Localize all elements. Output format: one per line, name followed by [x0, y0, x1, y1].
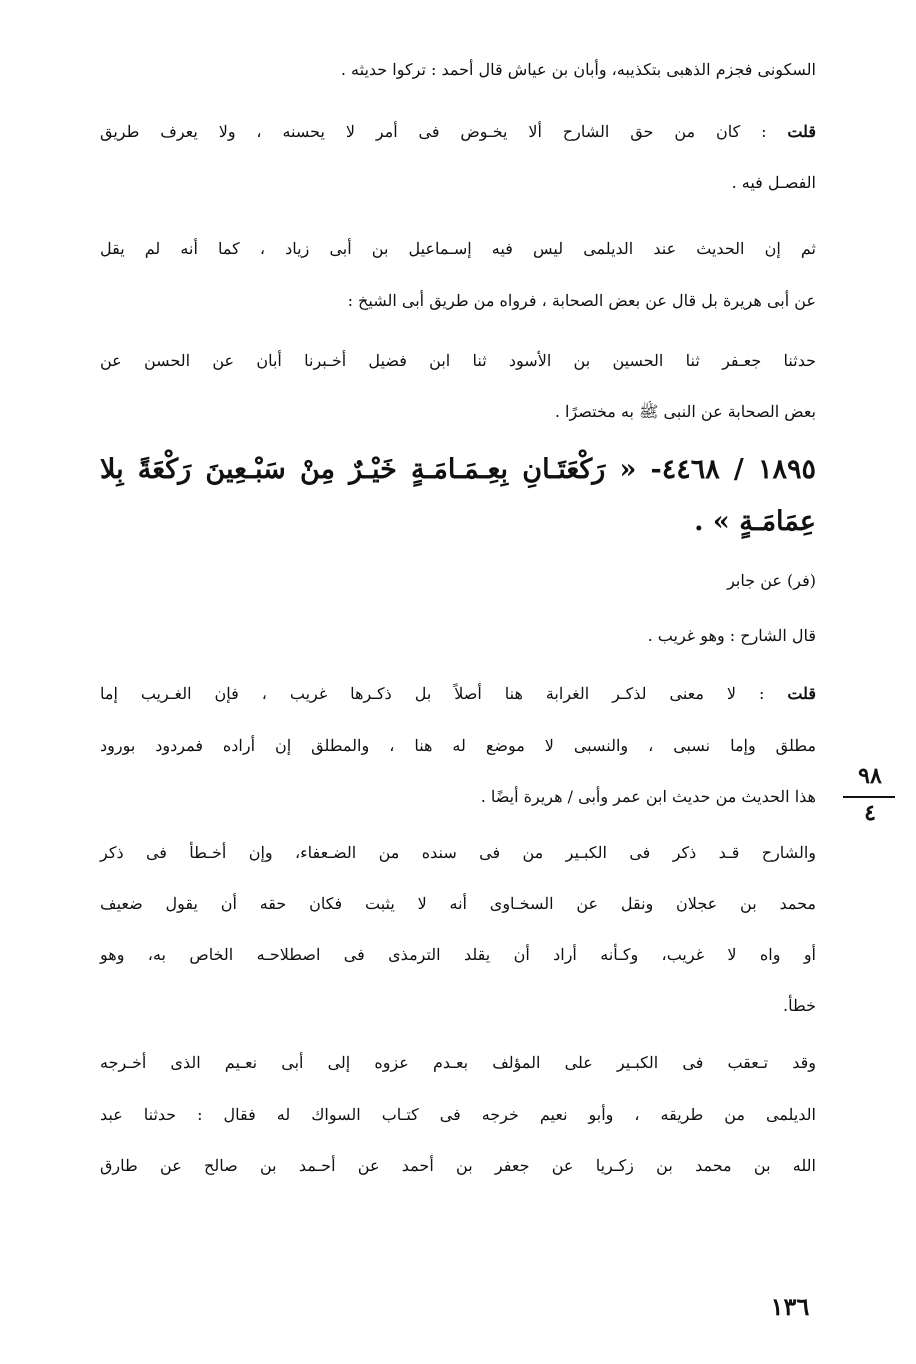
margin-volume-page: ٩٨ [858, 763, 882, 789]
text-run: : كان من حق الشارح ألا يخـوض فى أمر لا يحسنه ، ولا يعرف طريق [100, 122, 788, 141]
text-run: حدثنا جعـفر ثنا الحسين بن الأسود ثنا ابن فضيل أخـبرنا أبان عن الحسن عن [100, 351, 817, 370]
text-run: ثم إن الحديث عند الديلمى ليس فيه إسـماعيل بن أبى زياد ، كما أنه لم يقل [100, 239, 816, 258]
text-run: عِمَامَـةٍ » . [694, 506, 816, 537]
text-run: ١٨٩٥ / ٤٤٦٨- « رَكْعَتَـانِ بِعِـمَـامَـةٍ خَيْـرٌ مِنْ سَبْـعِينَ رَكْعَةً بِلا [100, 454, 816, 485]
text-line [100, 679, 816, 709]
text-run: وقد تـعقب فى الكبـير على المؤلف بعـدم عزوه إلى أبى نعـيم الذى أخـرجه [100, 1053, 816, 1072]
bold-label: قلت [787, 684, 816, 703]
text-line [100, 55, 816, 85]
text-run: مطلق وإما نسبى ، والنسبى لا موضع له هنا ، والمطلق إن أراده فمردود بورود [100, 736, 816, 755]
text-run: الديلمى من طريقه ، وأبو نعيم خرجه فى كتـاب السواك له فقال : حدثنا عبد [100, 1105, 816, 1124]
text-line [100, 731, 816, 761]
text-run: خطأ. [783, 996, 816, 1015]
text-run: السكونى فجزم الذهبى بتكذيبه، وأبان بن عياش قال أحمد : تركوا حديثه . [340, 60, 816, 79]
text-run: محمد بن عجلان ونقل عن السخـاوى أنه لا يثبت فكان حقه أن يقول ضعيف [100, 894, 816, 913]
text-run: الفصـل فيه . [731, 173, 816, 192]
text-line [100, 397, 816, 427]
text-line [100, 234, 816, 264]
margin-divider [843, 796, 895, 798]
text-line [100, 346, 816, 376]
text-run: الله بن محمد بن زكـريا عن جعفر بن أحمد عن أحـمد بن صالح عن طارق [100, 1156, 816, 1175]
text-run: قال الشارح : وهو غريب . [647, 626, 816, 645]
text-run: بعض الصحابة عن النبى ﷺ به مختصرًا . [554, 402, 816, 421]
text-line [100, 1100, 816, 1130]
text-run: : لا معنى لذكـر الغرابة هنا أصلاً بل ذكـرها غريب ، فإن الغـريب إما [100, 684, 788, 703]
text-line [100, 117, 816, 147]
bold-label: قلت [787, 122, 816, 141]
text-run: (فر) عن جابر [727, 571, 816, 590]
text-run: هذا الحديث من حديث ابن عمر وأبى / هريرة أيضًا . [480, 787, 816, 806]
page-number: ١٣٦ [770, 1292, 810, 1321]
text-line [100, 838, 816, 868]
text-line [100, 1048, 816, 1078]
hadith-line [100, 450, 816, 490]
text-line [100, 286, 816, 316]
text-line [100, 940, 816, 970]
text-line [100, 782, 816, 812]
text-run: أو واه لا غريب، وكـأنه أراد أن يقلد الترمذى فى اصطلاحـه الخاص به، وهو [100, 945, 816, 964]
margin-volume-number: ٤ [864, 800, 876, 826]
text-line [100, 889, 816, 919]
source-line [100, 566, 816, 596]
text-run: عن أبى هريرة بل قال عن بعض الصحابة ، فرواه من طريق أبى الشيخ : [347, 291, 816, 310]
text-run: والشارح قـد ذكر فى الكبـير من فى سنده من الضـعفاء، وإن أخـطأ فى ذكر [100, 843, 816, 862]
text-line [100, 621, 816, 651]
text-line [100, 168, 816, 198]
hadith-line [100, 502, 816, 542]
text-line [100, 991, 816, 1021]
text-line [100, 1151, 816, 1181]
